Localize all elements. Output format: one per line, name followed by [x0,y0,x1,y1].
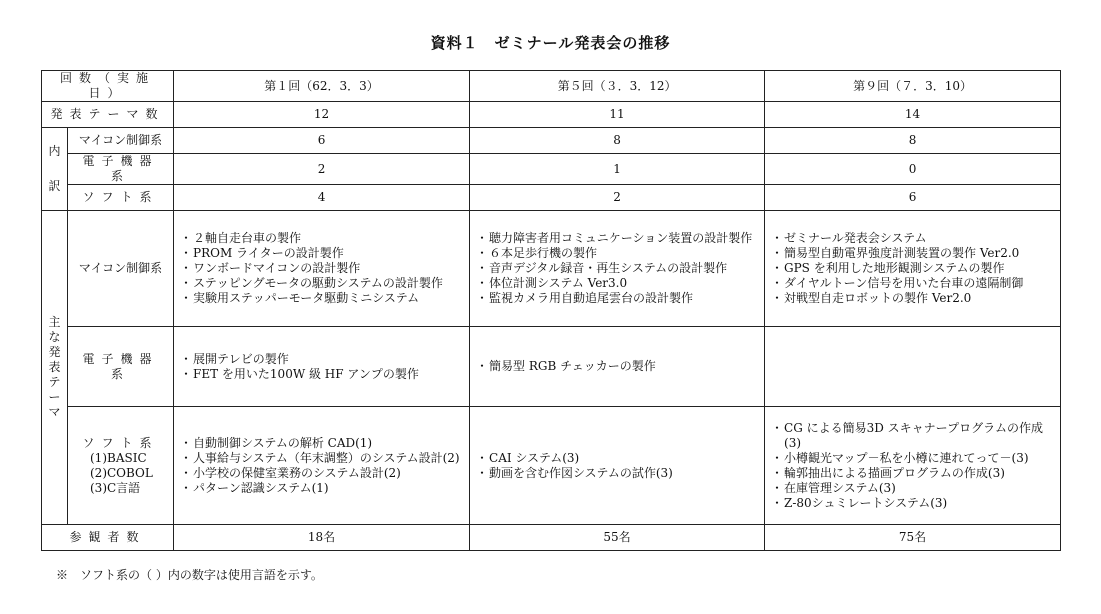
breakdown-cell: 0 [765,154,1061,185]
theme-list [476,359,758,374]
themes-cell [470,211,765,327]
themes-group-char: 主 [48,315,61,329]
theme-list [476,231,758,306]
breakdown-cell: 1 [470,154,765,185]
theme-item: ・ ２軸自走台車の製作 [180,231,463,246]
theme-item: ・ 体位計測システム Ver3.0 [476,276,758,291]
themes-cell [470,407,765,525]
theme-item: ・ 小樽観光マップ－私を小樽に連れてって－(3) [771,451,1054,466]
breakdown-cell: 2 [174,154,470,185]
attendees-cell: 75名 [765,525,1061,551]
language-item: (1)BASIC [90,450,147,465]
theme-item: ・ 対戦型自走ロボットの製作 Ver2.0 [771,291,1054,306]
themes-label-micro: マイコン制御系 [68,211,174,327]
themes-group-char: な [48,330,61,344]
breakdown-label-electronic: 電子機器系 [68,154,174,185]
theme-count-cell: 11 [470,102,765,128]
attendees-label: 参観者数 [42,525,174,551]
theme-item: ・ CAI システム(3) [476,451,758,466]
theme-item: ・ 輪郭抽出による描画プログラムの作成(3) [771,466,1054,481]
themes-label-electronic: 電子機器系 [68,327,174,407]
themes-row-electronic [42,327,1061,407]
breakdown-label-micro: マイコン制御系 [68,128,174,154]
breakdown-group-label [42,128,68,211]
theme-count-cell: 14 [765,102,1061,128]
attendees-row [42,525,1061,551]
theme-item: ・ 展開テレビの製作 [180,352,463,367]
theme-list [476,451,758,481]
theme-item: ・ FET を用いた100W 級 HF アンプの製作 [180,367,463,382]
theme-item: ・ 実験用ステッパーモータ駆動ミニシステム [180,291,463,306]
theme-item: ・ CG による簡易3D スキャナープログラムの作成(3) [771,421,1054,451]
theme-item: ・ GPS を利用した地形観測システムの製作 [771,261,1054,276]
language-item: (2)COBOL [90,465,153,480]
theme-list [180,352,463,382]
attendees-cell: 55名 [470,525,765,551]
theme-item: ・ 音声デジタル録音・再生システムの設計製作 [476,261,758,276]
theme-item: ・ 小学校の保健室業務のシステム設計(2) [180,466,463,481]
themes-group-char: テ [48,375,61,389]
breakdown-cell: 6 [174,128,470,154]
theme-item: ・ ステッピングモータの駆動システムの設計製作 [180,276,463,291]
theme-item: ・ 聴力障害者用コミュニケーション装置の設計製作 [476,231,758,246]
themes-cell [765,407,1061,525]
themes-group-char: 表 [48,360,61,374]
themes-label-software-cell [68,407,174,525]
breakdown-row [42,128,1061,154]
themes-row-micro [42,211,1061,327]
themes-cell [174,327,470,407]
themes-cell [470,327,765,407]
themes-cell [174,407,470,525]
theme-list [771,421,1054,511]
themes-group-char: ー [48,390,61,404]
theme-count-label: 発表テーマ数 [42,102,174,128]
theme-item: ・ Z-80シュミレートシステム(3) [771,496,1054,511]
header-session-1: 第１回（62．3．3） [174,71,470,102]
themes-cell [765,327,1061,407]
breakdown-group-char: 訳 [48,179,61,193]
theme-item: ・ パターン認識システム(1) [180,481,463,496]
breakdown-label-software: ソフト系 [68,185,174,211]
header-session-5: 第５回（３．3．12） [470,71,765,102]
themes-label-software: ソフト系 [82,435,159,450]
theme-item: ・ 簡易型自動電界強度計測装置の製作 Ver2.0 [771,246,1054,261]
theme-list [771,231,1054,306]
breakdown-cell: 8 [765,128,1061,154]
breakdown-cell: 2 [470,185,765,211]
document-title: 資料１ ゼミナール発表会の推移 [430,34,671,52]
theme-item: ・ ダイヤルトーン信号を用いた台車の遠隔制御 [771,276,1054,291]
theme-list [180,231,463,306]
language-item: (3)C言語 [90,480,141,495]
header-session-9: 第９回（７．3．10） [765,71,1061,102]
theme-item: ・ ゼミナール発表会システム [771,231,1054,246]
seminar-table [41,70,1061,551]
breakdown-row [42,154,1061,185]
theme-item: ・ 自動制御システムの解析 CAD(1) [180,436,463,451]
themes-row-software [42,407,1061,525]
theme-count-cell: 12 [174,102,470,128]
theme-item: ・ ワンボードマイコンの設計製作 [180,261,463,276]
theme-count-row [42,102,1061,128]
theme-item: ・ 人事給与システム（年末調整）のシステム設計(2) [180,451,463,466]
breakdown-group-char: 内 [48,144,61,158]
theme-list [180,436,463,496]
header-row [42,71,1061,102]
themes-cell [765,211,1061,327]
footnote: ※ ソフト系の（ ）内の数字は使用言語を示す。 [56,568,323,582]
theme-item: ・ 動画を含む作図システムの試作(3) [476,466,758,481]
header-row-label: 回数（実施日） [42,71,174,102]
theme-item: ・ 簡易型 RGB チェッカーの製作 [476,359,758,374]
themes-group-char: マ [48,405,61,419]
theme-item: ・ 監視カメラ用自動追尾雲台の設計製作 [476,291,758,306]
themes-cell [174,211,470,327]
themes-group-char: 発 [48,345,61,359]
attendees-cell: 18名 [174,525,470,551]
breakdown-cell: 6 [765,185,1061,211]
theme-item: ・ ６本足歩行機の製作 [476,246,758,261]
breakdown-row [42,185,1061,211]
themes-group-label [42,211,68,525]
breakdown-cell: 8 [470,128,765,154]
breakdown-cell: 4 [174,185,470,211]
theme-item: ・ PROM ライターの設計製作 [180,246,463,261]
theme-item: ・ 在庫管理システム(3) [771,481,1054,496]
